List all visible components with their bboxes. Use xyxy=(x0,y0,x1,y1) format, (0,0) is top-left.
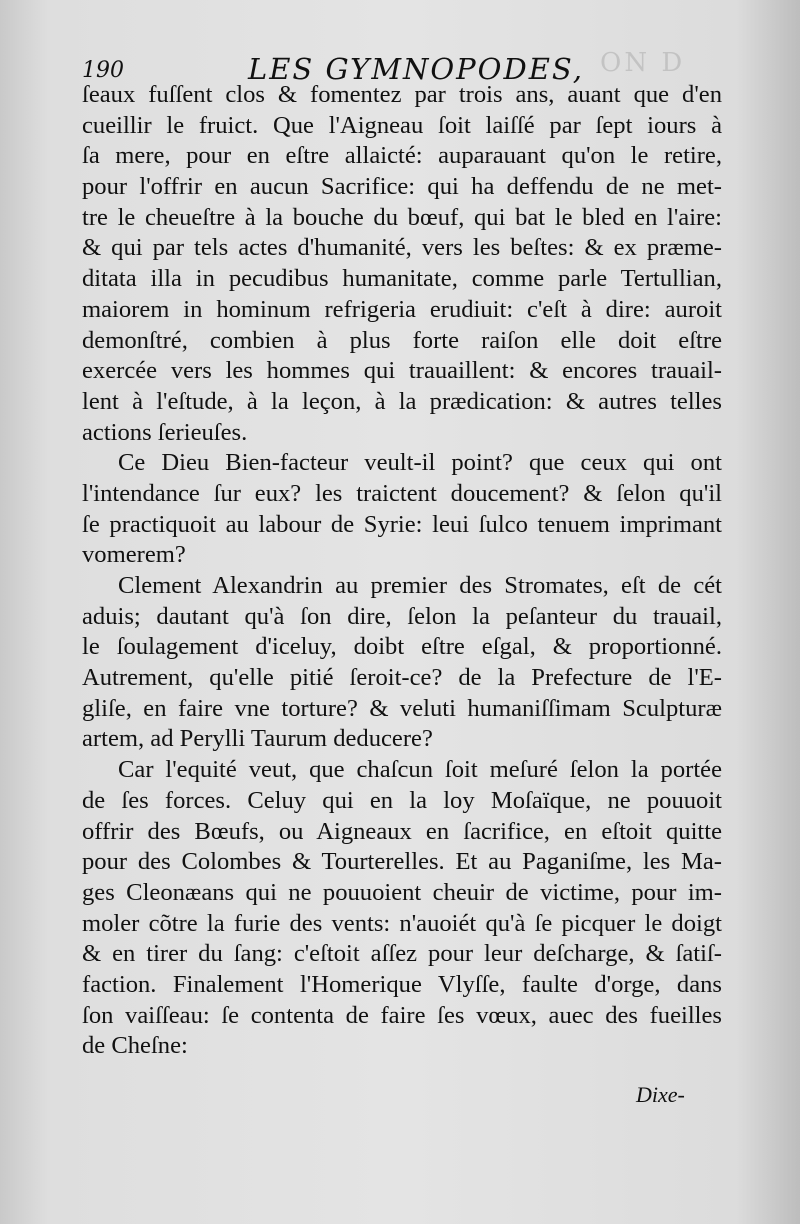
text-line: pour l'offrir en aucun Sacrifice: qui ha deffendu de ne met- xyxy=(82,173,722,201)
text-line: Ce Dieu Bien-facteur veult-il point? que ceux qui ont xyxy=(118,449,722,477)
text-line: ges Cleonæans qui ne pouuoient cheuir de victime, pour im- xyxy=(82,878,722,906)
text-line: ditata illa in pecudibus humanitate, comme parle Tertullian, xyxy=(82,265,722,293)
catchword: Dixe- xyxy=(636,1082,685,1107)
text-line: vomerem? xyxy=(82,541,186,569)
text-line: l'intendance ſur eux? les traictent doucement? & ſelon qu'il xyxy=(82,479,722,507)
text-line: pour des Colombes & Tourterelles. Et au Paganiſme, les Ma- xyxy=(82,848,722,876)
page-number: 190 xyxy=(82,58,124,83)
text-line: le ſoulagement d'iceluy, doibt eſtre eſgal, & proportionné. xyxy=(82,633,722,661)
text-line: tre le cheueſtre à la bouche du bœuf, qui bat le bled en l'aire: xyxy=(82,203,722,231)
text-line: aduis; dautant qu'à ſon dire, ſelon la peſanteur du trauail, xyxy=(82,602,722,630)
text-line: lent à l'eſtude, à la leçon, à la prædication: & autres telles xyxy=(82,387,722,415)
text-line: Clement Alexandrin au premier des Stromates, eſt de cét xyxy=(118,572,722,599)
text-line: offrir des Bœufs, ou Aigneaux en ſacrifice, en eſtoit quitte xyxy=(82,817,722,845)
text-line: faction. Finalement l'Homerique Vlyſſe, faulte d'orge, dans xyxy=(82,970,722,998)
running-title: LES GYMNOPODES, xyxy=(248,52,584,86)
show-through-text: ON D xyxy=(600,48,686,78)
text-line: maiorem in hominum refrigeria erudiuit: c'eſt à dire: auroit xyxy=(82,295,722,323)
text-line: & en tirer du ſang: c'eſtoit aſſez pour leur deſcharge, & ſatiſ- xyxy=(82,940,722,968)
text-line: ſa mere, pour en eſtre allaicté: auparauant qu'on le retire, xyxy=(82,142,722,170)
text-line: ſe practiquoit au labour de Syrie: leui ſulco tenuem imprimant xyxy=(82,510,722,538)
text-line: moler cõtre la furie des vents: n'auoiét qu'à ſe picquer le doigt xyxy=(82,909,722,937)
text-line: ſon vaiſſeau: ſe contenta de faire ſes vœux, auec des fueilles xyxy=(82,1001,722,1029)
text-line: cueillir le fruict. Que l'Aigneau ſoit laiſſé par ſept iours à xyxy=(82,111,722,139)
text-line: actions ſerieuſes. xyxy=(82,418,248,446)
text-line: ſeaux fuſſent clos & fomentez par trois ans, auant que d'en xyxy=(82,81,722,108)
text-line: Car l'equité veut, que chaſcun ſoit meſuré ſelon la portée xyxy=(118,756,722,784)
text-line: de Cheſne: xyxy=(82,1032,188,1060)
text-line: Autrement, qu'elle pitié ſeroit-ce? de la Prefecture de l'E- xyxy=(82,664,722,692)
text-line: exercée vers les hommes qui trauaillent: & encores trauail- xyxy=(82,357,722,385)
body-text xyxy=(82,80,722,1062)
text-line: gliſe, en faire vne torture? & veluti humaniſſimam Sculpturæ xyxy=(82,694,722,722)
text-line: demonſtré, combien à plus forte raiſon elle doit eſtre xyxy=(82,326,722,354)
text-line: & qui par tels actes d'humanité, vers les beſtes: & ex præme- xyxy=(82,234,722,262)
text-line: de ſes forces. Celuy qui en la loy Moſaïque, ne pouuoit xyxy=(82,786,722,814)
text-line: artem, ad Perylli Taurum deducere? xyxy=(82,725,433,753)
